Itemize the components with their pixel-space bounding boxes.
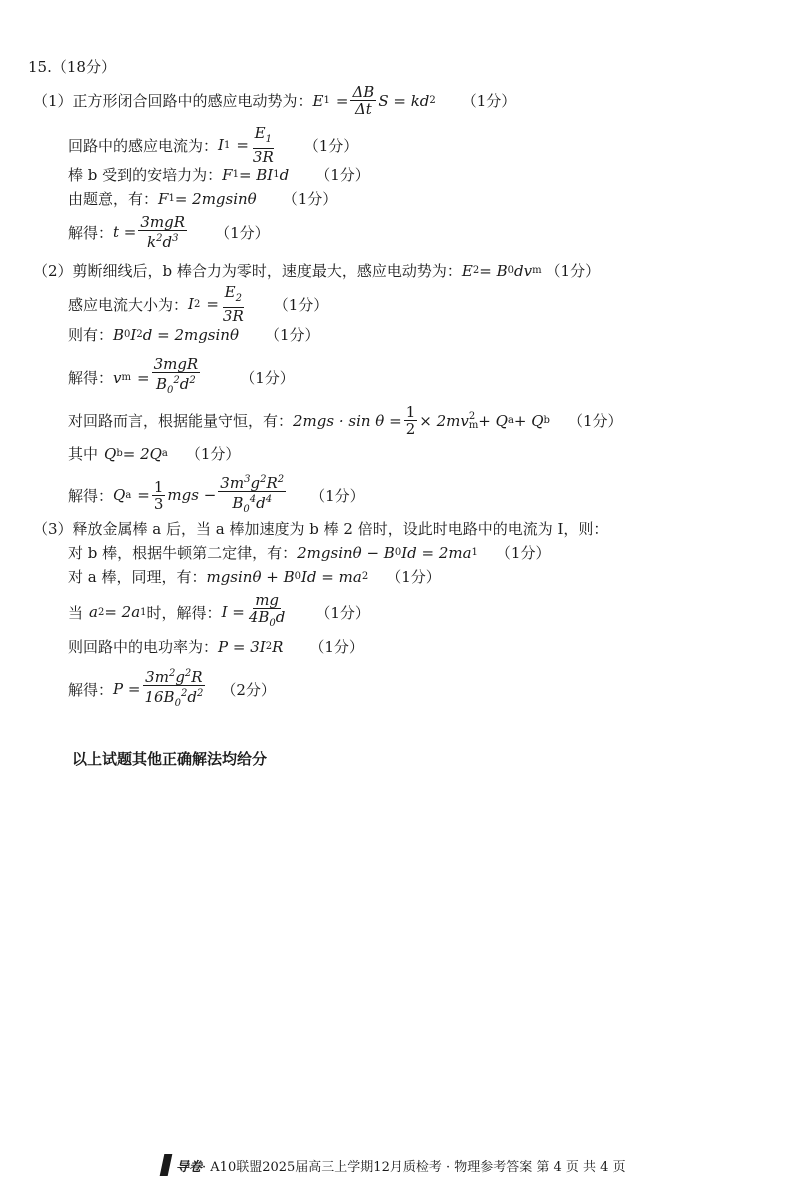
part2-line3 — [68, 324, 320, 345]
lhs-sub: 2 — [193, 298, 201, 310]
part1-line1-eq: = — [335, 91, 349, 110]
eq-mid: = 2Q — [122, 444, 162, 463]
part1-line1 — [33, 84, 516, 117]
score: （1分） — [282, 190, 338, 208]
num-mid: g — [250, 474, 261, 492]
fraction-denominator — [142, 686, 205, 712]
part2-line6 — [68, 443, 240, 464]
fraction-numerator: 3mgR — [153, 355, 199, 373]
den-var: B — [156, 375, 168, 393]
part3-line6-fraction — [142, 666, 205, 712]
eq-end-sub: m — [532, 265, 542, 276]
part1-line5-text: 解得： — [68, 223, 114, 242]
part2-line7 — [68, 472, 365, 518]
fraction-denominator — [145, 231, 180, 250]
part3-line5 — [68, 636, 364, 657]
brand-logo-icon — [160, 1154, 173, 1176]
part2-line4-fraction — [152, 356, 201, 399]
part3-line4-text-b: 时，解得： — [146, 603, 222, 622]
num-end: R — [191, 668, 203, 686]
score: （1分） — [265, 326, 320, 344]
eq-end: R — [272, 637, 284, 656]
fraction-denominator — [247, 609, 288, 632]
problem-header — [28, 56, 116, 77]
den-end: d — [256, 494, 266, 512]
eq: Q — [104, 444, 117, 463]
num-a: 3m — [220, 474, 245, 492]
eq-sub: 1 — [232, 169, 239, 180]
eq-d-sub: b — [543, 415, 550, 426]
fraction-denominator: Δt — [354, 100, 372, 118]
lhs: Q — [113, 486, 126, 504]
num-sub: 2 — [235, 293, 242, 304]
den-sup: 4 — [249, 494, 257, 505]
part3-line3 — [68, 566, 441, 587]
eq-mid: I — [130, 325, 137, 344]
lhs-sub: m — [121, 372, 131, 383]
part1-line4 — [68, 188, 337, 209]
part1-line1-rest: S = kd — [378, 91, 430, 110]
den-a: 4B — [248, 608, 270, 626]
eq-mid: = BI — [238, 165, 274, 184]
part3-line2 — [68, 542, 550, 563]
part2-line7-fraction2 — [218, 472, 286, 518]
den-a: 16B — [144, 688, 175, 706]
fraction-numerator: 1 — [153, 477, 164, 496]
fraction-numerator — [218, 472, 286, 492]
part1-line3-text: 棒 b 受到的安培力为： — [68, 166, 223, 184]
part1-line2 — [68, 125, 358, 165]
cond-mid-sub: 1 — [140, 606, 147, 618]
eq: F — [158, 189, 169, 208]
part1-line1-fraction — [350, 84, 376, 117]
part3-line2-text: 对 b 棒，根据牛顿第二定律，有： — [68, 544, 298, 562]
numerator-var: E — [254, 124, 266, 142]
lhs: v — [113, 368, 122, 387]
score: （1分） — [185, 445, 241, 463]
fraction-denominator — [230, 492, 274, 518]
num-a: 3m — [145, 668, 169, 686]
eq-b-script — [469, 412, 478, 430]
part1-line3 — [68, 164, 370, 185]
eq: = — [136, 368, 150, 387]
part2-line5-fraction — [404, 404, 418, 437]
part3-line4-fraction — [247, 592, 288, 632]
eq-mid-sub: 2 — [361, 571, 369, 582]
num-sup3: 2 — [277, 474, 285, 485]
den-end-sup: 4 — [265, 494, 273, 505]
score: （1分） — [240, 369, 295, 387]
den-end: d — [187, 688, 197, 706]
lhs-sub: a — [125, 489, 132, 501]
num-mid: g — [175, 668, 185, 686]
eq-end: d — [279, 165, 290, 184]
eq-mid-sub: a — [161, 448, 168, 459]
part2-line5 — [68, 404, 623, 437]
lhs: P = — [113, 680, 141, 698]
num-sup1: 3 — [244, 474, 251, 485]
eq-sub: 0 — [394, 547, 402, 558]
eq-sub: 2 — [472, 265, 480, 276]
part2-line2 — [68, 284, 328, 324]
part1-line5 — [68, 214, 270, 250]
score: （1分） — [315, 166, 370, 184]
den-end-sup: 2 — [196, 688, 204, 699]
fraction-numerator — [143, 666, 204, 686]
den-sub: 0 — [174, 698, 181, 709]
score: （1分） — [495, 544, 551, 562]
eq: P = 3I — [218, 637, 266, 656]
score: （1分） — [310, 486, 365, 505]
part2-line1 — [33, 260, 600, 281]
eq-mid-sub: 0 — [507, 265, 514, 276]
part1-line5-fraction — [138, 214, 187, 250]
den-var: k — [147, 233, 157, 251]
score: （1分） — [309, 638, 364, 656]
den-sub: 0 — [167, 385, 174, 396]
den-end: d — [275, 608, 286, 626]
part2-line1-text: （2）剪断细线后，b 棒合力为零时，速度最大，感应电动势为： — [33, 262, 462, 280]
den-sub: 0 — [269, 618, 276, 629]
eq-end: dv — [513, 261, 533, 280]
eq-mid: = B — [479, 261, 508, 280]
den-sup: 2 — [173, 375, 180, 386]
fraction-denominator: 3 — [153, 494, 164, 513]
part3-line6 — [68, 666, 276, 712]
score: （2分） — [221, 680, 276, 699]
eq: = — [137, 486, 150, 504]
part1-line1-text: （1）正方形闭合回路中的感应电动势为： — [33, 92, 313, 110]
fraction-denominator: 3R — [222, 307, 244, 325]
part2-line2-text: 感应电流大小为： — [68, 295, 189, 314]
lhs: I = — [221, 603, 245, 621]
part3-line1 — [33, 518, 608, 539]
part1-line2-text: 回路中的感应电流为： — [68, 136, 219, 155]
lhs: I — [188, 295, 194, 313]
den-sup2: 3 — [172, 233, 179, 244]
footer-text: · A10联盟2025届高三上学期12月质检考 · 物理参考答案 第 4 页 共 4 页 — [202, 1159, 626, 1175]
part1-line4-text: 由题意，有： — [68, 190, 159, 208]
part1-line2-fraction — [251, 125, 276, 165]
part3-line1-text: （3）释放金属棒 a 后，当 a 棒加速度为 b 棒 2 倍时，设此时电路中的电流为 I，则： — [33, 520, 609, 538]
part2-line7-fraction1 — [152, 479, 166, 512]
cond: a — [89, 603, 98, 621]
score: （1分） — [461, 92, 517, 110]
part2-line6-text: 其中 — [68, 445, 99, 463]
part3-line6-text: 解得： — [68, 680, 114, 699]
eq-sub: 0 — [294, 571, 301, 582]
eq-mid: Id = ma — [301, 567, 362, 586]
part2-line7-text: 解得： — [68, 486, 114, 505]
fraction-numerator: ΔB — [352, 83, 375, 101]
numerator-sub: 1 — [265, 134, 272, 145]
eq-end: = 2mgsinθ — [174, 189, 257, 208]
fraction-numerator: 1 — [405, 403, 416, 421]
eq-a: 2mgs · sin θ = — [293, 411, 402, 430]
part3-line5-text: 则回路中的电功率为： — [68, 638, 219, 656]
den-end-sup: 2 — [189, 375, 196, 386]
eq-sub: b — [116, 448, 123, 459]
eq-c-sub: a — [507, 415, 514, 426]
lhs: t = — [113, 223, 137, 241]
score: （1分） — [273, 295, 329, 314]
eq-b: × 2mv — [419, 411, 469, 430]
part1-line2-lhs-sub: 1 — [223, 139, 231, 151]
closing-note-text: 以上试题其他正确解法均给分 — [72, 750, 268, 768]
eq-sub2: 2 — [136, 329, 143, 340]
part2-line2-fraction — [221, 284, 246, 324]
fraction-numerator — [223, 284, 244, 308]
part3-line3-text: 对 a 棒，同理，有： — [68, 568, 207, 586]
den-sup: 2 — [156, 233, 163, 244]
fraction-denominator — [154, 373, 198, 399]
fraction-numerator — [253, 125, 274, 149]
score: （1分） — [567, 412, 623, 430]
part1-line3-eq: F — [222, 165, 233, 184]
part1-line2-lhs: I — [218, 136, 224, 154]
den-sup: 2 — [180, 688, 188, 699]
num-sup1: 2 — [168, 668, 176, 679]
eq-b-sup: 2 — [468, 410, 476, 422]
fraction-numerator: 3mgR — [140, 213, 186, 231]
part2-line4 — [68, 356, 295, 399]
part2-line5-text: 对回路而言，根据能量守恒，有： — [68, 412, 294, 430]
eq-d: + Q — [513, 411, 544, 430]
eq-c: + Q — [478, 411, 508, 430]
closing-note — [72, 748, 267, 769]
eq: = — [206, 295, 219, 313]
part3-line4 — [68, 592, 370, 632]
eq-mid: Id = 2ma — [401, 543, 472, 562]
footer-brand: 导卷 — [176, 1159, 203, 1175]
part1-line2-eq: = — [236, 136, 249, 154]
score: （1分） — [545, 262, 601, 280]
mid: mgs − — [167, 486, 217, 504]
eq: mgsinθ + B — [206, 567, 295, 586]
eq-sup: 2 — [265, 641, 273, 652]
den-mid: d — [162, 233, 173, 251]
problem-number: 15.（18分） — [28, 58, 116, 76]
part2-line4-text: 解得： — [68, 369, 114, 387]
eq-sub: 0 — [124, 329, 131, 340]
score: （1分） — [215, 223, 270, 242]
part1-line1-lhs: E — [312, 91, 324, 110]
part1-line1-rest-sup: 2 — [429, 95, 436, 106]
eq: E — [461, 261, 473, 280]
eq-mid-sub: 1 — [471, 547, 478, 558]
score: （1分） — [386, 568, 441, 586]
page-footer — [162, 1154, 626, 1176]
part2-line3-text: 则有： — [68, 326, 114, 344]
fraction-numerator: mg — [255, 591, 280, 609]
den-sub: 0 — [243, 504, 250, 515]
fraction-denominator: 2 — [405, 420, 416, 438]
part1-line1-lhs-sub: 1 — [323, 95, 330, 106]
den-a: B — [232, 494, 244, 512]
eq-b-sub: m — [468, 419, 479, 431]
eq: 2mgsinθ − B — [297, 543, 395, 562]
num-sup2: 2 — [260, 474, 267, 485]
score: （1分） — [303, 136, 359, 155]
eq-mid-sub: 1 — [273, 169, 280, 180]
num-var: E — [224, 283, 236, 301]
eq: B — [113, 325, 125, 344]
num-end: R — [266, 474, 278, 492]
fraction-denominator: 3R — [252, 148, 274, 166]
part3-line4-text-a: 当 — [68, 603, 84, 622]
cond-mid: = 2a — [104, 603, 141, 621]
eq-end: d = 2mgsinθ — [142, 325, 239, 344]
cond-sub: 2 — [97, 606, 105, 618]
eq-sub: 1 — [168, 193, 175, 204]
num-sup2: 2 — [184, 668, 192, 679]
score: （1分） — [315, 603, 370, 622]
den-end: d — [179, 375, 190, 393]
